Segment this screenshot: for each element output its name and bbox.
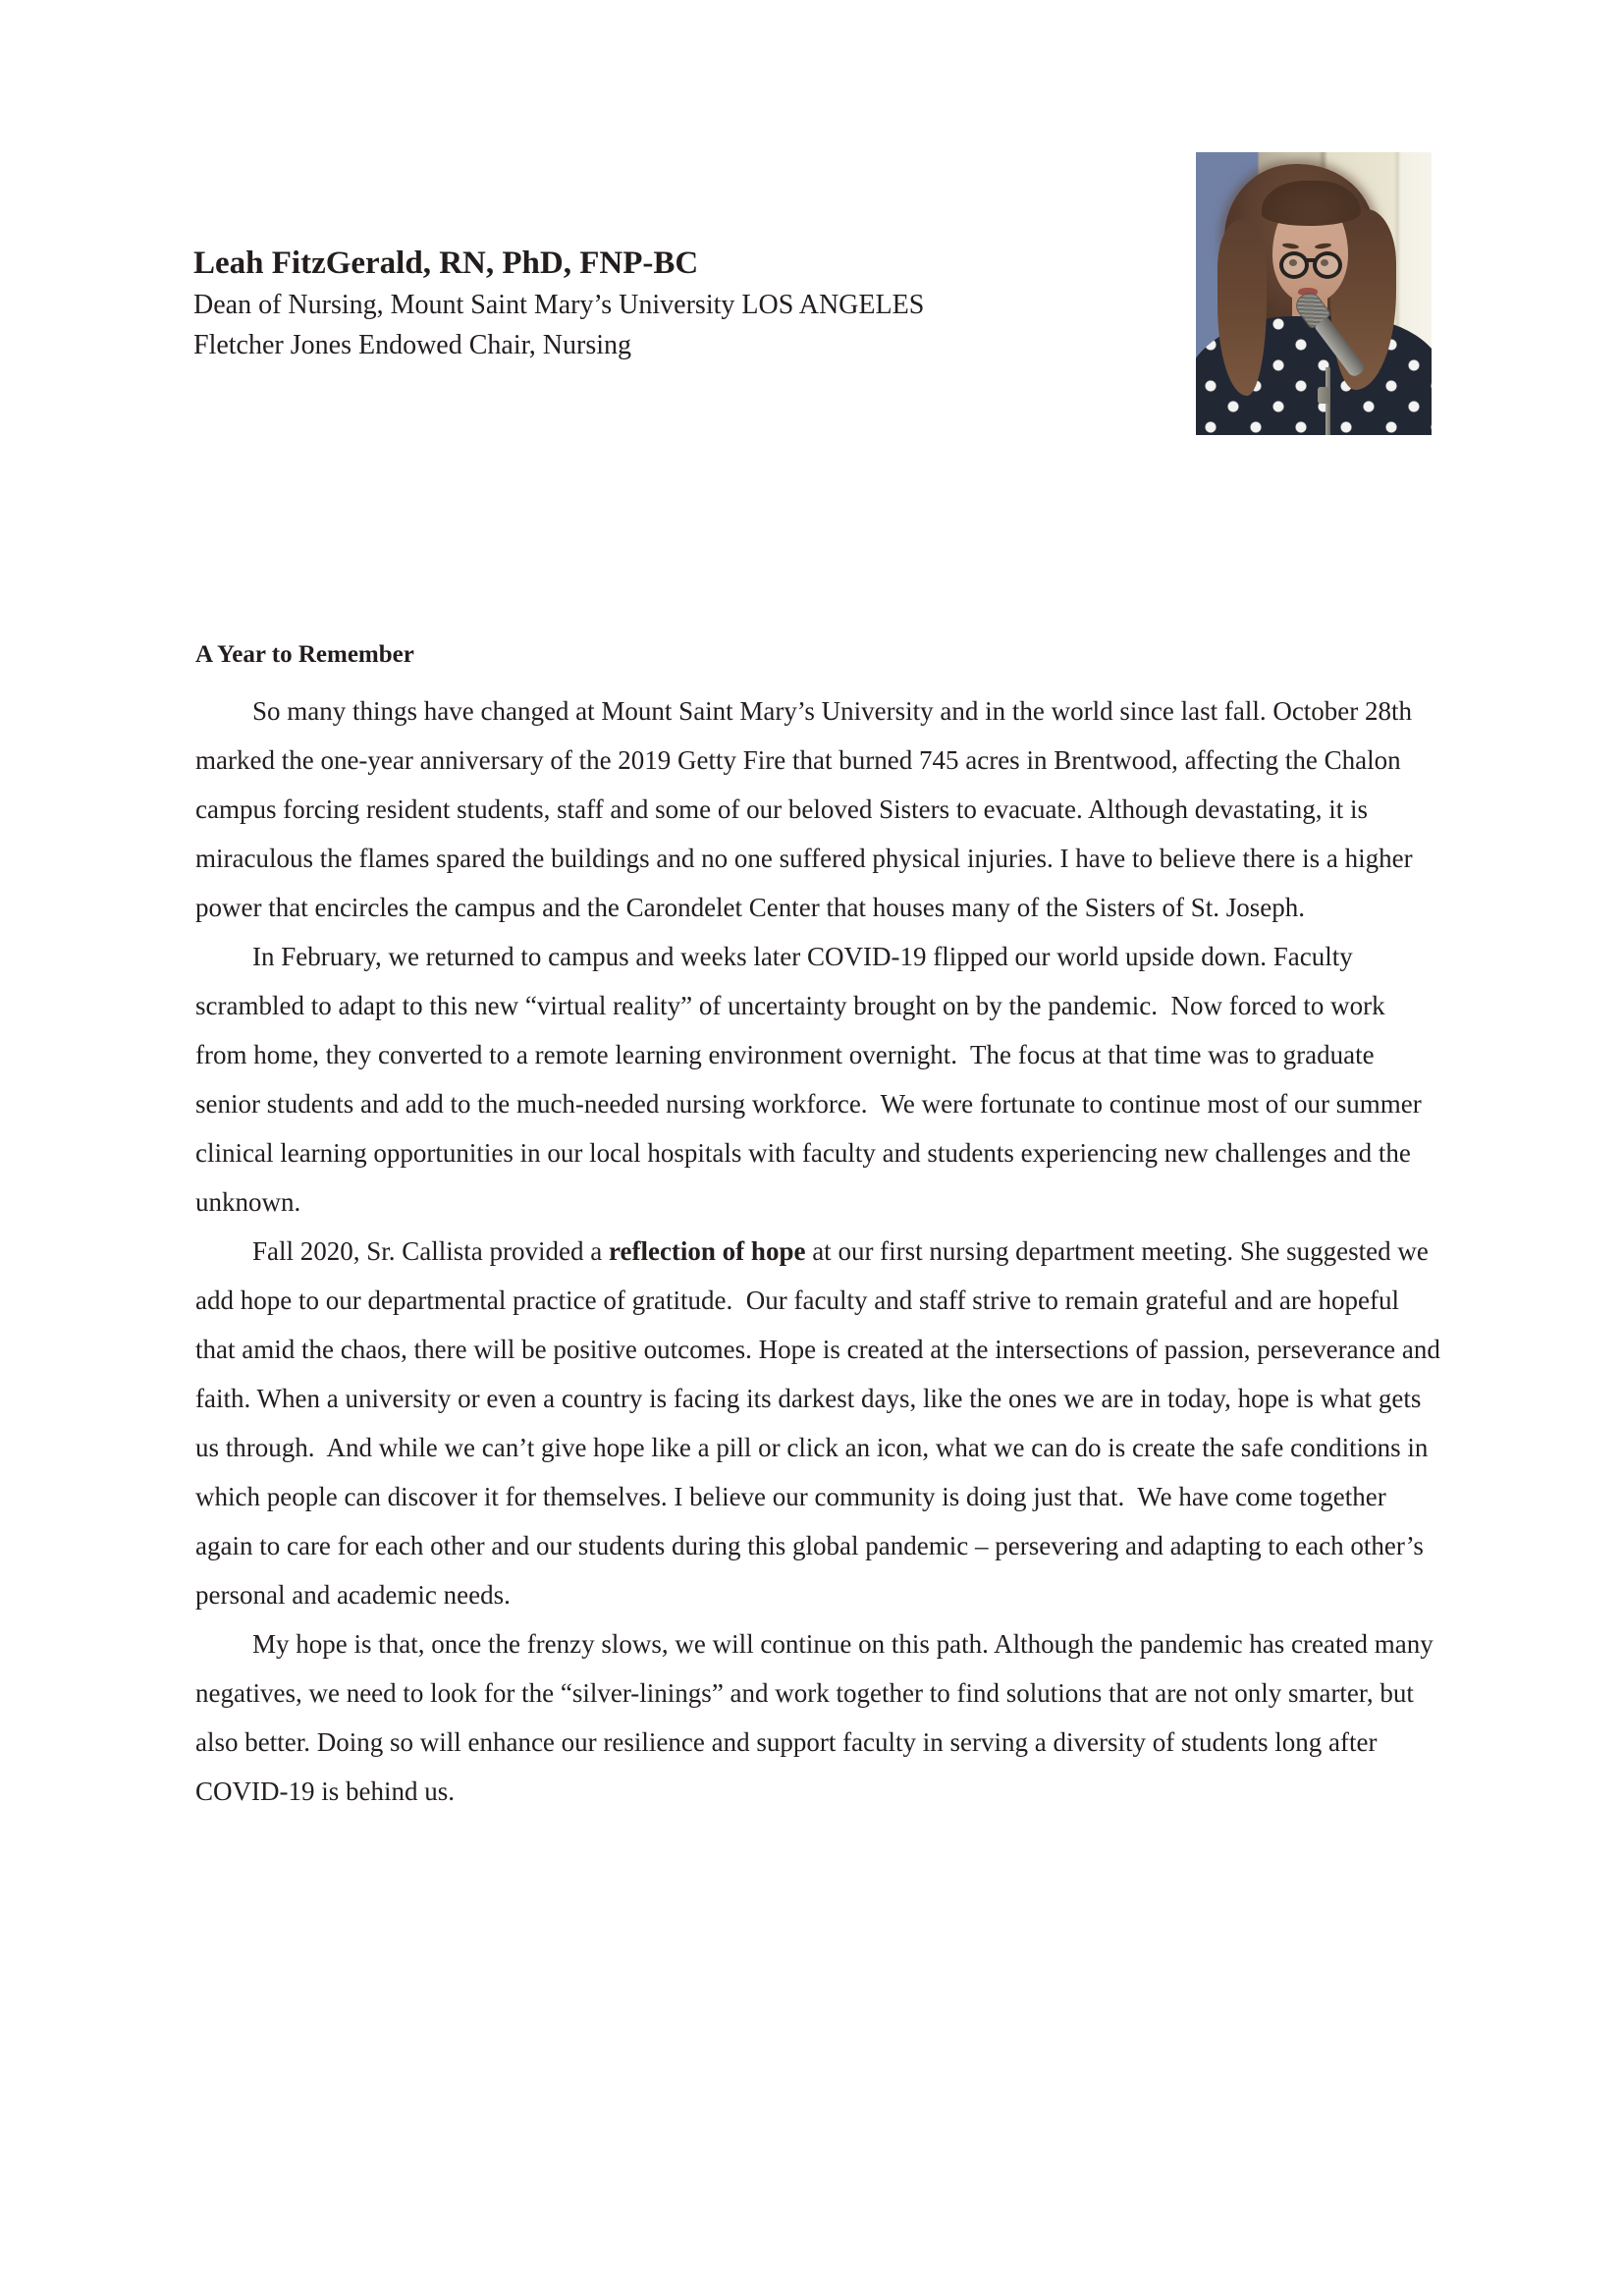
article	[195, 638, 1447, 1816]
paragraph-3	[195, 1227, 1447, 1619]
author-block	[193, 242, 924, 365]
person-name: Leah FitzGerald, RN, PhD, FNP-BC	[193, 246, 699, 281]
paragraph-3-bold-phrase: reflection of hope	[608, 1236, 806, 1266]
paragraph-3-text: Fall 2020, Sr. Callista provided a	[252, 1236, 609, 1266]
paragraph-3-text-continued: at our first nursing department meeting. She suggested we add hope to our departmental practice of gratitude. Our faculty and staff strive to remain grateful and are hopeful that amid the chaos, there will be positive outcomes. Hope is created at the intersections of passion, perseverance and faith. When a university or even a country is facing its darkest days, like the ones we are in today, hope is what gets us through. And while we can’t give hope like a pill or click an icon, what we can do is create the safe conditions in which people can discover it for themselves. I believe our community is doing just that. We have come together again to care for each other and our students during this global pandemic – persevering and adapting to each other’s personal and academic needs.	[195, 1236, 1447, 1610]
paragraph-4: My hope is that, once the frenzy slows, we will continue on this path. Although the pandemic has created many negatives, we need to look for the “silver-linings” and work together to find solutions that are not only smarter, but also better. Doing so will enhance our resilience and support faculty in serving a diversity of students long after COVID-19 is behind us.	[195, 1629, 1440, 1806]
paragraph-2: In February, we returned to campus and weeks later COVID-19 flipped our world upside down. Faculty scrambled to adapt to this new “virtual reality” of uncertainty brought on by the pandemic. Now forced to work from home, they converted to a remote learning environment overnight. The focus at that time was to graduate senior students and add to the much-needed nursing workforce. We were fortunate to continue most of our summer clinical learning opportunities in our local hospitals with faculty and students experiencing new challenges and the unknown.	[195, 942, 1429, 1217]
glasses-bridge	[1306, 258, 1315, 262]
glasses-right-lens	[1313, 251, 1342, 279]
portrait-photo	[1196, 152, 1432, 435]
glasses-left-lens	[1279, 251, 1309, 279]
article-heading: A Year to Remember	[195, 641, 414, 668]
microphone-clamp	[1318, 387, 1330, 404]
person-title-line2: Fletcher Jones Endowed Chair, Nursing	[193, 330, 632, 360]
paragraph-1: So many things have changed at Mount Saint Mary’s University and in the world since last fall. October 28th marked the one-year anniversary of the 2019 Getty Fire that burned 745 acres in Brentwood, affecting the Chalon campus forcing resident students, staff and some of our beloved Sisters to evacuate. Although devastating, it is miraculous the flames spared the buildings and no one suffered physical injuries. I have to believe there is a higher power that encircles the campus and the Carondelet Center that houses many of the Sisters of St. Joseph.	[195, 696, 1420, 922]
person-title-line1: Dean of Nursing, Mount Saint Mary’s University LOS ANGELES	[193, 290, 925, 320]
